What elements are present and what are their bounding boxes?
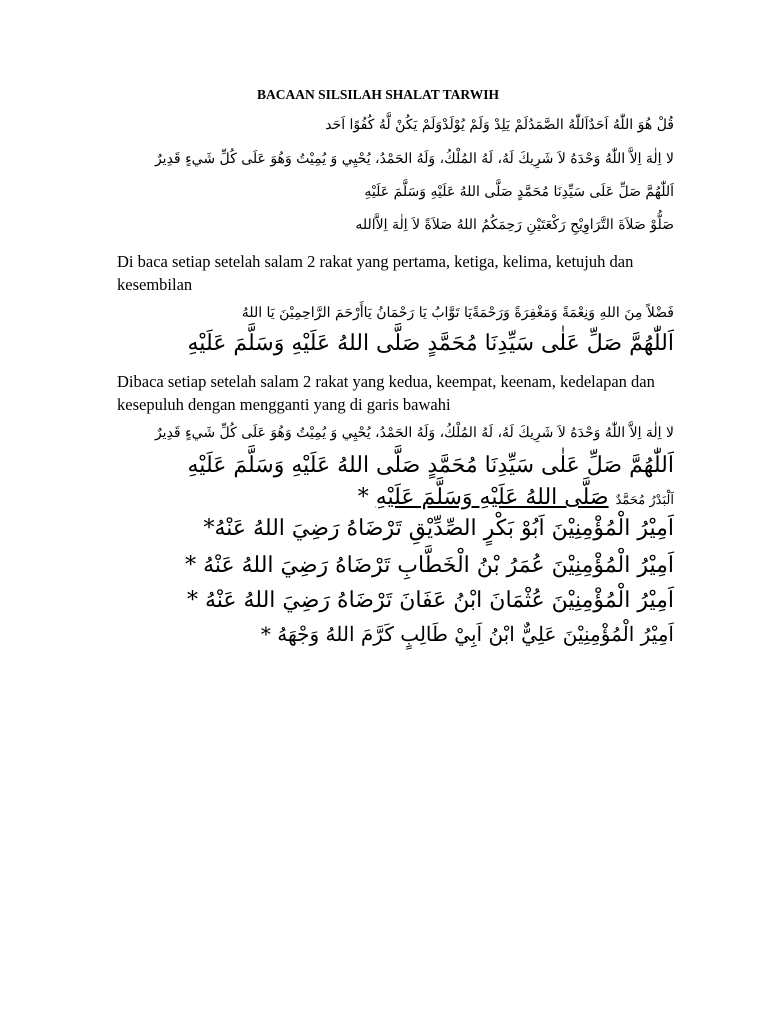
arabic-line-ikhlas: قُلْ هُوَ اللّٰهُ اَحَدٌاَللّٰهُ الصَّمَدُلَمْ يَلِدْ وَلَمْ يُوْلَدْوَلَمْ يَكُنْ لَّهُ كُفُوًا اَحَد [325,117,674,133]
arabic-khulafa-ali: اَمِيْرُ الْمُؤْمِنِيْنَ عَلِيٌّ ابْنُ اَبِيْ طَالِبٍ كَرَّمَ اللهُ وَجْهَهُ * [260,622,674,646]
arabic-salawat-large-1: اَللّٰهُمَّ صَلِّ عَلٰى سَيِّدِنَا مُحَمَّدٍ صَلَّى اللهُ عَلَيْهِ وَسَلَّمَ عَلَيْهِ [187,331,674,356]
arabic-salawat-large-2: اَللّٰهُمَّ صَلِّ عَلٰى سَيِّدِنَا مُحَمَّدٍ صَلَّى اللهُ عَلَيْهِ وَسَلَّمَ عَلَيْهِ [187,453,674,478]
arabic-line-tarawih: صَلُّوْ صَلاَةَ التَّرَاوِيْحِ رَكْعَتَيْنِ رَحِمَكُمُ اللهُ صَلاَةً لاَ اِلٰهَ اِلاَّالله [355,217,674,233]
arabic-khulafa-umar: اَمِيْرُ الْمُؤْمِنِيْنَ عُمَرُ بْنُ الْخَطَّابِ تَرْضَاهُ رَضِيَ اللهُ عَنْهُ * [185,553,674,578]
arabic-badal-underlined: صَلَّى اللهُ عَلَيْهِ وَسَلَّمَ عَلَيْهِ [375,485,609,510]
instruction-paragraph-2: Dibaca setiap setelah salam 2 rakat yang kedua, keempat, keenam, kedelapan dan kesepuluh dengan mengganti yang di garis bawahi [117,372,655,414]
arabic-line-tahlil: لا اِلٰهَ اِلاَّ اللّٰهُ وَحْدَهُ لاَ شَرِيكَ لَهُ، لَهُ المُلْكُ، وَلَهُ الحَمْدُ، يُحْيِي وَ يُمِيْتُ وَهُوَ عَلَى كُلِّ شَيءٍ قَدِيرٌ [154,151,674,167]
arabic-badal-line [358,487,674,509]
instruction-paragraph-1: Di baca setiap setelah salam 2 rakat yang pertama, ketiga, kelima, ketujuh dan kesembilan [117,252,634,294]
arabic-badal-small: اَلْبَدْرُ مُحَمَّدٌ [615,493,674,508]
document-title: BACAAN SILSILAH SHALAT TARWIH [257,87,499,102]
arabic-badal-prefix: * [357,485,369,510]
arabic-tahlil-2: لا اِلٰهَ اِلاَّ اللّٰهُ وَحْدَهُ لاَ شَرِيكَ لَهُ، لَهُ المُلْكُ، وَلَهُ الحَمْدُ، يُحْيِي وَ يُمِيْتُ وَهُوَ عَلَى كُلِّ شَيءٍ قَدِيرٌ [154,425,674,441]
arabic-khulafa-abu-bakr: اَمِيْرُ الْمُؤْمِنِيْنَ اَبُوْ بَكْرٍ الصِّدِّيْقِ تَرْضَاهُ رَضِيَ اللهُ عَنْهُ* [203,516,674,541]
arabic-khulafa-uthman: اَمِيْرُ الْمُؤْمِنِيْنَ عُثْمَانَ ابْنُ عَفَانَ تَرْضَاهُ رَضِيَ اللهُ عَنْهُ * [186,588,674,613]
arabic-line-salawat: اَللّٰهُمَّ صَلِّ عَلَى سَيِّدِنَا مُحَمَّدٍ صَلَّى اللهُ عَلَيْهِ وَسَلَّمَ عَلَيْهِ [364,184,674,200]
arabic-fadhlan: فَضْلاً مِنَ اللهِ وَنِعْمَةً وَمَغْفِرَةً وَرَحْمَةًيَا تَوَّابُ يَا رَحْمَانُ يَاأَرْحَمَ الرَّاحِمِيْنَ يَا اللهُ [241,305,674,321]
